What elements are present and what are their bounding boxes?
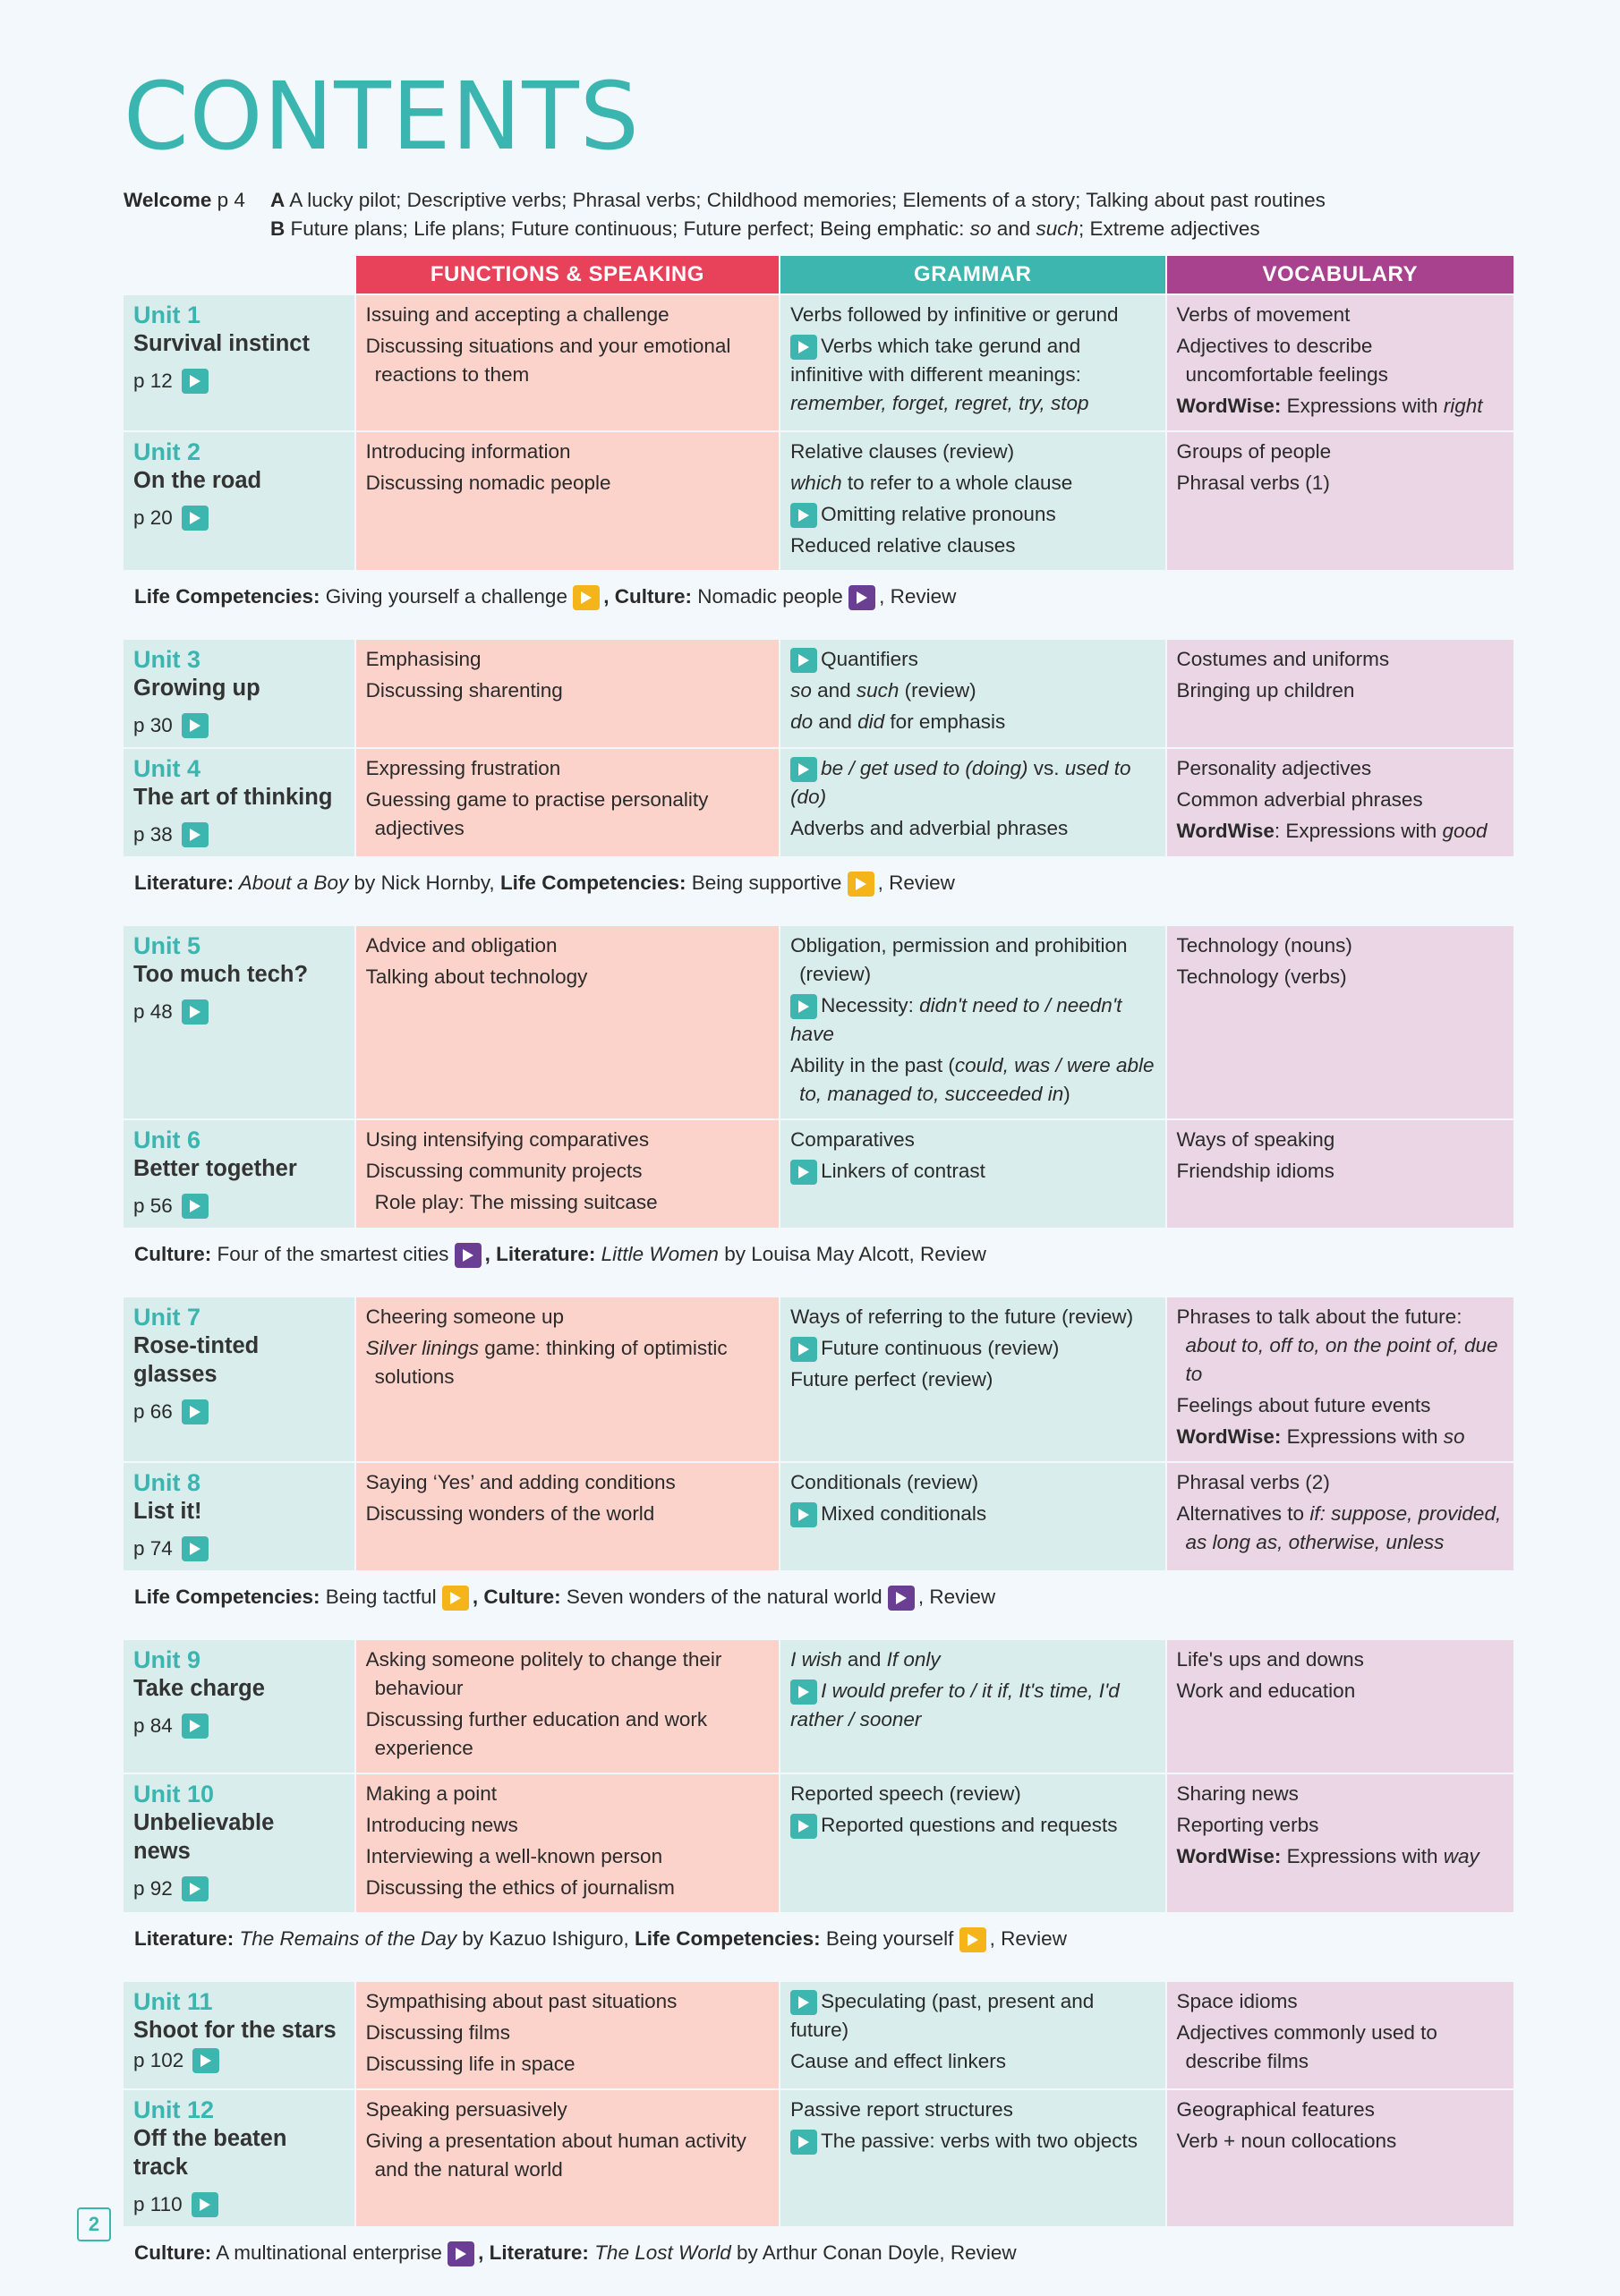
- welcome-label: Welcome p 4: [124, 189, 245, 211]
- unit-row-9: [124, 1640, 1513, 1773]
- unit-group-2: [124, 640, 1513, 919]
- header-functions-speaking: FUNCTIONS & SPEAKING: [356, 256, 779, 293]
- list-item: Silver linings game: thinking of optimistic solutions: [365, 1337, 728, 1388]
- list-item: Comparatives: [790, 1128, 915, 1151]
- video-play-icon[interactable]: [790, 757, 817, 782]
- video-play-icon[interactable]: [790, 1160, 817, 1185]
- page-title: CONTENTS: [124, 62, 640, 171]
- functions-cell: [356, 2090, 779, 2226]
- list-item: Space idioms: [1176, 1990, 1298, 2012]
- section-summary: Culture: Four of the smartest cities , Literature: Little Women by Louisa May Alcott, Review: [124, 1228, 1513, 1290]
- unit-cell[interactable]: [124, 926, 354, 1118]
- unit-page: p 102: [133, 2046, 345, 2075]
- list-item: Talking about technology: [365, 965, 588, 988]
- unit-number: Unit 9: [133, 1646, 201, 1673]
- functions-cell: [356, 1774, 779, 1912]
- unit-title: On the road: [133, 468, 262, 493]
- list-item: Speculating (past, present and future): [790, 1990, 1095, 2041]
- grammar-cell: [780, 2090, 1164, 2226]
- section-summary: Culture: A multinational enterprise , Literature: The Lost World by Arthur Conan Doyle, Review: [124, 2226, 1513, 2289]
- unit-page: p 56: [133, 1192, 345, 1220]
- unit-row-10: [124, 1774, 1513, 1912]
- unit-page: p 110: [133, 2190, 345, 2219]
- unit-group-1: [124, 295, 1513, 633]
- list-item: Guessing game to practise personality adjectives: [365, 788, 709, 839]
- unit-row-7: [124, 1297, 1513, 1461]
- list-item: Friendship idioms: [1176, 1160, 1334, 1182]
- list-item: Alternatives to if: suppose, provided, as long as, otherwise, unless: [1176, 1502, 1502, 1553]
- video-play-icon[interactable]: [455, 1243, 482, 1268]
- grammar-cell: [780, 1774, 1164, 1912]
- video-play-icon[interactable]: [790, 1679, 817, 1705]
- unit-page: p 20: [133, 504, 345, 532]
- unit-number: Unit 6: [133, 1127, 201, 1153]
- video-play-icon[interactable]: [959, 1927, 986, 1952]
- list-item: Technology (verbs): [1176, 965, 1347, 988]
- unit-page: p 30: [133, 711, 345, 740]
- list-item: Making a point: [365, 1782, 498, 1805]
- list-item: Bringing up children: [1176, 679, 1355, 702]
- list-item: Discussing films: [365, 2021, 510, 2044]
- table-header: [124, 256, 1513, 293]
- list-item: Phrasal verbs (1): [1176, 472, 1330, 494]
- page-number: 2: [77, 2207, 111, 2241]
- welcome-line-b: B Future plans; Life plans; Future continuous; Future perfect; Being emphatic: so and such; Extreme adjectives: [270, 217, 1260, 240]
- list-item: WordWise: Expressions with right: [1176, 395, 1483, 417]
- unit-cell[interactable]: [124, 1463, 354, 1570]
- section-summary: Literature: The Remains of the Day by Kazuo Ishiguro, Life Competencies: Being yourself , Review: [124, 1912, 1513, 1975]
- unit-row-12: [124, 2090, 1513, 2226]
- list-item: Linkers of contrast: [790, 1157, 1155, 1186]
- video-play-icon[interactable]: [192, 2192, 218, 2217]
- unit-title: Survival instinct: [133, 331, 310, 356]
- list-item: Discussing life in space: [365, 2053, 576, 2075]
- unit-row-1: [124, 295, 1513, 430]
- list-item: Ways of speaking: [1176, 1128, 1335, 1151]
- unit-page: p 38: [133, 821, 345, 849]
- unit-title: The art of thinking: [133, 785, 333, 810]
- list-item: Discussing nomadic people: [365, 472, 611, 494]
- unit-title: Growing up: [133, 676, 260, 701]
- vocabulary-cell: [1167, 295, 1514, 430]
- vocabulary-cell: [1167, 1982, 1514, 2088]
- list-item: Interviewing a well-known person: [365, 1845, 663, 1867]
- list-item: Discussing sharenting: [365, 679, 563, 702]
- list-item: Sharing news: [1176, 1782, 1299, 1805]
- list-item: be / get used to (doing) vs. used to (do): [790, 757, 1131, 808]
- grammar-cell: [780, 1463, 1164, 1570]
- header-grammar: GRAMMAR: [780, 256, 1164, 293]
- list-item: Discussing situations and your emotional reactions to them: [365, 335, 731, 386]
- grammar-cell: [780, 1297, 1164, 1461]
- unit-group-5: [124, 1640, 1513, 1975]
- unit-number: Unit 7: [133, 1304, 201, 1331]
- list-item: Future continuous (review): [790, 1334, 1155, 1363]
- unit-page: p 12: [133, 367, 345, 395]
- list-item: Reported questions and requests: [790, 1811, 1155, 1840]
- functions-cell: [356, 1120, 779, 1228]
- list-item: Conditionals (review): [790, 1471, 979, 1493]
- unit-title: Rose-tinted glasses: [133, 1333, 260, 1387]
- video-play-icon[interactable]: [848, 585, 875, 610]
- list-item: Quantifiers: [790, 645, 1155, 674]
- unit-cell[interactable]: [124, 749, 354, 856]
- list-item: Cheering someone up: [365, 1305, 565, 1328]
- vocabulary-cell: [1167, 1120, 1514, 1228]
- unit-cell[interactable]: [124, 2090, 354, 2226]
- unit-title: Shoot for the stars: [133, 2018, 337, 2043]
- video-play-icon[interactable]: [888, 1586, 915, 1611]
- video-play-icon[interactable]: [790, 2130, 817, 2155]
- grammar-cell: [780, 432, 1164, 570]
- list-item: Discussing wonders of the world: [365, 1502, 655, 1525]
- unit-row-11: [124, 1982, 1513, 2088]
- video-play-icon[interactable]: [182, 1399, 209, 1424]
- unit-page: p 48: [133, 998, 345, 1026]
- unit-cell[interactable]: [124, 1774, 354, 1912]
- list-item: Ways of referring to the future (review): [790, 1305, 1134, 1328]
- functions-cell: [356, 432, 779, 570]
- list-item: Asking someone politely to change their behaviour: [365, 1648, 722, 1699]
- list-item: Using intensifying comparatives: [365, 1128, 650, 1151]
- functions-cell: [356, 749, 779, 856]
- list-item: Future perfect (review): [790, 1368, 993, 1390]
- unit-title: Off the beaten track: [133, 2126, 287, 2180]
- list-item: Relative clauses (review): [790, 440, 1015, 463]
- video-play-icon[interactable]: [192, 2048, 219, 2073]
- unit-title: Take charge: [133, 1676, 265, 1701]
- list-item: Passive report structures: [790, 2098, 1013, 2121]
- unit-row-2: [124, 432, 1513, 570]
- functions-cell: [356, 1297, 779, 1461]
- welcome-line-a: A A lucky pilot; Descriptive verbs; Phrasal verbs; Childhood memories; Elements of a story; Talking about past routines: [270, 189, 1326, 211]
- video-play-icon[interactable]: [848, 872, 874, 897]
- video-play-icon[interactable]: [790, 1990, 817, 2015]
- video-play-icon[interactable]: [182, 506, 209, 531]
- vocabulary-cell: [1167, 1463, 1514, 1570]
- vocabulary-cell: [1167, 1297, 1514, 1461]
- unit-group-6: [124, 1982, 1513, 2289]
- unit-number: Unit 3: [133, 646, 201, 673]
- header-vocabulary: VOCABULARY: [1167, 256, 1514, 293]
- unit-page: p 74: [133, 1535, 345, 1563]
- functions-cell: [356, 1463, 779, 1570]
- list-item: Advice and obligation: [365, 934, 558, 957]
- functions-cell: [356, 640, 779, 747]
- unit-number: Unit 5: [133, 932, 201, 959]
- list-item: Verbs followed by infinitive or gerund: [790, 303, 1119, 326]
- unit-row-6: [124, 1120, 1513, 1228]
- unit-row-8: [124, 1463, 1513, 1570]
- list-item: Verb + noun collocations: [1176, 2130, 1397, 2152]
- list-item: I would prefer to / it if, It's time, I'd rather / sooner: [790, 1679, 1120, 1731]
- list-item: Verbs which take gerund and infinitive with different meanings: remember, forget, regret, try, stop: [790, 335, 1089, 414]
- list-item: I wish and If only: [790, 1648, 941, 1671]
- functions-cell: [356, 1640, 779, 1773]
- unit-cell[interactable]: [124, 432, 354, 570]
- unit-cell[interactable]: [124, 295, 354, 430]
- grammar-cell: [780, 640, 1164, 747]
- list-item: Emphasising: [365, 648, 482, 670]
- list-item: Costumes and uniforms: [1176, 648, 1390, 670]
- unit-cell[interactable]: [124, 640, 354, 747]
- video-play-icon[interactable]: [790, 503, 817, 528]
- video-play-icon[interactable]: [182, 822, 209, 847]
- vocabulary-cell: [1167, 640, 1514, 747]
- list-item: Introducing news: [365, 1814, 518, 1836]
- unit-page: p 92: [133, 1875, 345, 1903]
- video-play-icon[interactable]: [182, 1713, 209, 1739]
- list-item: Work and education: [1176, 1679, 1356, 1702]
- unit-number: Unit 1: [133, 302, 201, 328]
- unit-number: Unit 4: [133, 755, 201, 782]
- list-item: Necessity: didn't need to / needn't have: [790, 994, 1122, 1045]
- list-item: Personality adjectives: [1176, 757, 1372, 779]
- list-item: Issuing and accepting a challenge: [365, 303, 669, 326]
- list-item: Technology (nouns): [1176, 934, 1352, 957]
- vocabulary-cell: [1167, 1640, 1514, 1773]
- list-item: Discussing the ethics of journalism: [365, 1876, 675, 1899]
- grammar-cell: [780, 1120, 1164, 1228]
- unit-cell[interactable]: [124, 1120, 354, 1228]
- unit-row-4: [124, 749, 1513, 856]
- video-play-icon[interactable]: [790, 1502, 817, 1527]
- vocabulary-cell: [1167, 2090, 1514, 2226]
- list-item: Giving a presentation about human activity and the natural world: [365, 2130, 746, 2181]
- unit-row-5: [124, 926, 1513, 1118]
- list-item: Speaking persuasively: [365, 2098, 567, 2121]
- grammar-cell: [780, 749, 1164, 856]
- video-play-icon[interactable]: [182, 1536, 209, 1561]
- list-item: Role play: The missing suitcase: [374, 1191, 658, 1213]
- unit-cell[interactable]: [124, 1640, 354, 1773]
- video-play-icon[interactable]: [790, 994, 817, 1019]
- list-item: Introducing information: [365, 440, 571, 463]
- list-item: Discussing further education and work experience: [365, 1708, 708, 1759]
- video-play-icon[interactable]: [790, 1337, 817, 1362]
- grammar-cell: [780, 1640, 1164, 1773]
- list-item: Reported speech (review): [790, 1782, 1021, 1805]
- video-play-icon[interactable]: [790, 1814, 817, 1839]
- video-play-icon[interactable]: [182, 999, 209, 1025]
- unit-title: List it!: [133, 1499, 202, 1524]
- section-summary: Literature: About a Boy by Nick Hornby, Life Competencies: Being supportive , Review: [124, 856, 1513, 919]
- list-item: Life's ups and downs: [1176, 1648, 1364, 1671]
- list-item: Sympathising about past situations: [365, 1990, 678, 2012]
- video-play-icon[interactable]: [790, 648, 817, 673]
- list-item: Obligation, permission and prohibition (review): [790, 934, 1128, 985]
- unit-group-3: [124, 926, 1513, 1290]
- vocabulary-cell: [1167, 432, 1514, 570]
- list-item: Adverbs and adverbial phrases: [790, 817, 1069, 839]
- unit-group-4: [124, 1297, 1513, 1633]
- unit-title: Better together: [133, 1156, 297, 1181]
- vocabulary-cell: [1167, 1774, 1514, 1912]
- vocabulary-cell: [1167, 926, 1514, 1118]
- vocabulary-cell: [1167, 749, 1514, 856]
- list-item: Adjectives commonly used to describe films: [1176, 2021, 1437, 2072]
- unit-row-3: [124, 640, 1513, 747]
- unit-cell[interactable]: [124, 1297, 354, 1461]
- contents-table: [124, 256, 1513, 2296]
- unit-title: Unbelievable news: [133, 1810, 275, 1864]
- list-item: WordWise: Expressions with so: [1176, 1425, 1465, 1448]
- list-item: Discussing community projects: [365, 1160, 643, 1182]
- grammar-cell: [780, 926, 1164, 1118]
- list-item: Cause and effect linkers: [790, 2050, 1007, 2072]
- list-item: Verbs of movement: [1176, 303, 1351, 326]
- list-item: Adjectives to describe uncomfortable feelings: [1176, 335, 1388, 386]
- section-summary: Life Competencies: Being tactful , Culture: Seven wonders of the natural world , Review: [124, 1570, 1513, 1633]
- functions-cell: [356, 1982, 779, 2088]
- list-item: WordWise: Expressions with way: [1176, 1845, 1479, 1867]
- list-item: Phrasal verbs (2): [1176, 1471, 1330, 1493]
- section-summary: Life Competencies: Giving yourself a challenge , Culture: Nomadic people , Review: [124, 570, 1513, 633]
- list-item: Ability in the past (could, was / were able to, managed to, succeeded in): [790, 1054, 1155, 1105]
- list-item: Feelings about future events: [1176, 1394, 1431, 1416]
- list-item: Common adverbial phrases: [1176, 788, 1423, 811]
- video-play-icon[interactable]: [182, 1194, 209, 1219]
- list-item: do and did for emphasis: [790, 710, 1006, 733]
- video-play-icon[interactable]: [182, 369, 209, 394]
- list-item: which to refer to a whole clause: [790, 472, 1073, 494]
- list-item: The passive: verbs with two objects: [790, 2127, 1155, 2156]
- grammar-cell: [780, 1982, 1164, 2088]
- video-play-icon[interactable]: [790, 335, 817, 360]
- unit-cell[interactable]: [124, 1982, 354, 2088]
- unit-number: Unit 8: [133, 1469, 201, 1496]
- video-play-icon[interactable]: [573, 585, 600, 610]
- unit-number: Unit 12: [133, 2096, 215, 2123]
- list-item: WordWise: Expressions with good: [1176, 820, 1488, 842]
- list-item: Omitting relative pronouns: [790, 500, 1155, 529]
- video-play-icon[interactable]: [442, 1586, 469, 1611]
- video-play-icon[interactable]: [448, 2241, 474, 2266]
- functions-cell: [356, 926, 779, 1118]
- unit-number: Unit 11: [133, 1988, 213, 2015]
- video-play-icon[interactable]: [182, 713, 209, 738]
- video-play-icon[interactable]: [182, 1876, 209, 1901]
- unit-title: Too much tech?: [133, 962, 309, 987]
- grammar-cell: [780, 295, 1164, 430]
- list-item: Reduced relative clauses: [790, 534, 1016, 557]
- unit-number: Unit 10: [133, 1781, 215, 1807]
- list-item: Saying ‘Yes’ and adding conditions: [365, 1471, 676, 1493]
- list-item: Expressing frustration: [365, 757, 561, 779]
- list-item: Groups of people: [1176, 440, 1332, 463]
- list-item: Geographical features: [1176, 2098, 1375, 2121]
- unit-page: p 84: [133, 1712, 345, 1740]
- list-item: Phrases to talk about the future: about to, off to, on the point of, due to: [1176, 1305, 1498, 1385]
- list-item: Mixed conditionals: [790, 1500, 1155, 1528]
- unit-number: Unit 2: [133, 438, 201, 465]
- list-item: so and such (review): [790, 679, 976, 702]
- list-item: Reporting verbs: [1176, 1814, 1319, 1836]
- functions-cell: [356, 295, 779, 430]
- unit-page: p 66: [133, 1398, 345, 1426]
